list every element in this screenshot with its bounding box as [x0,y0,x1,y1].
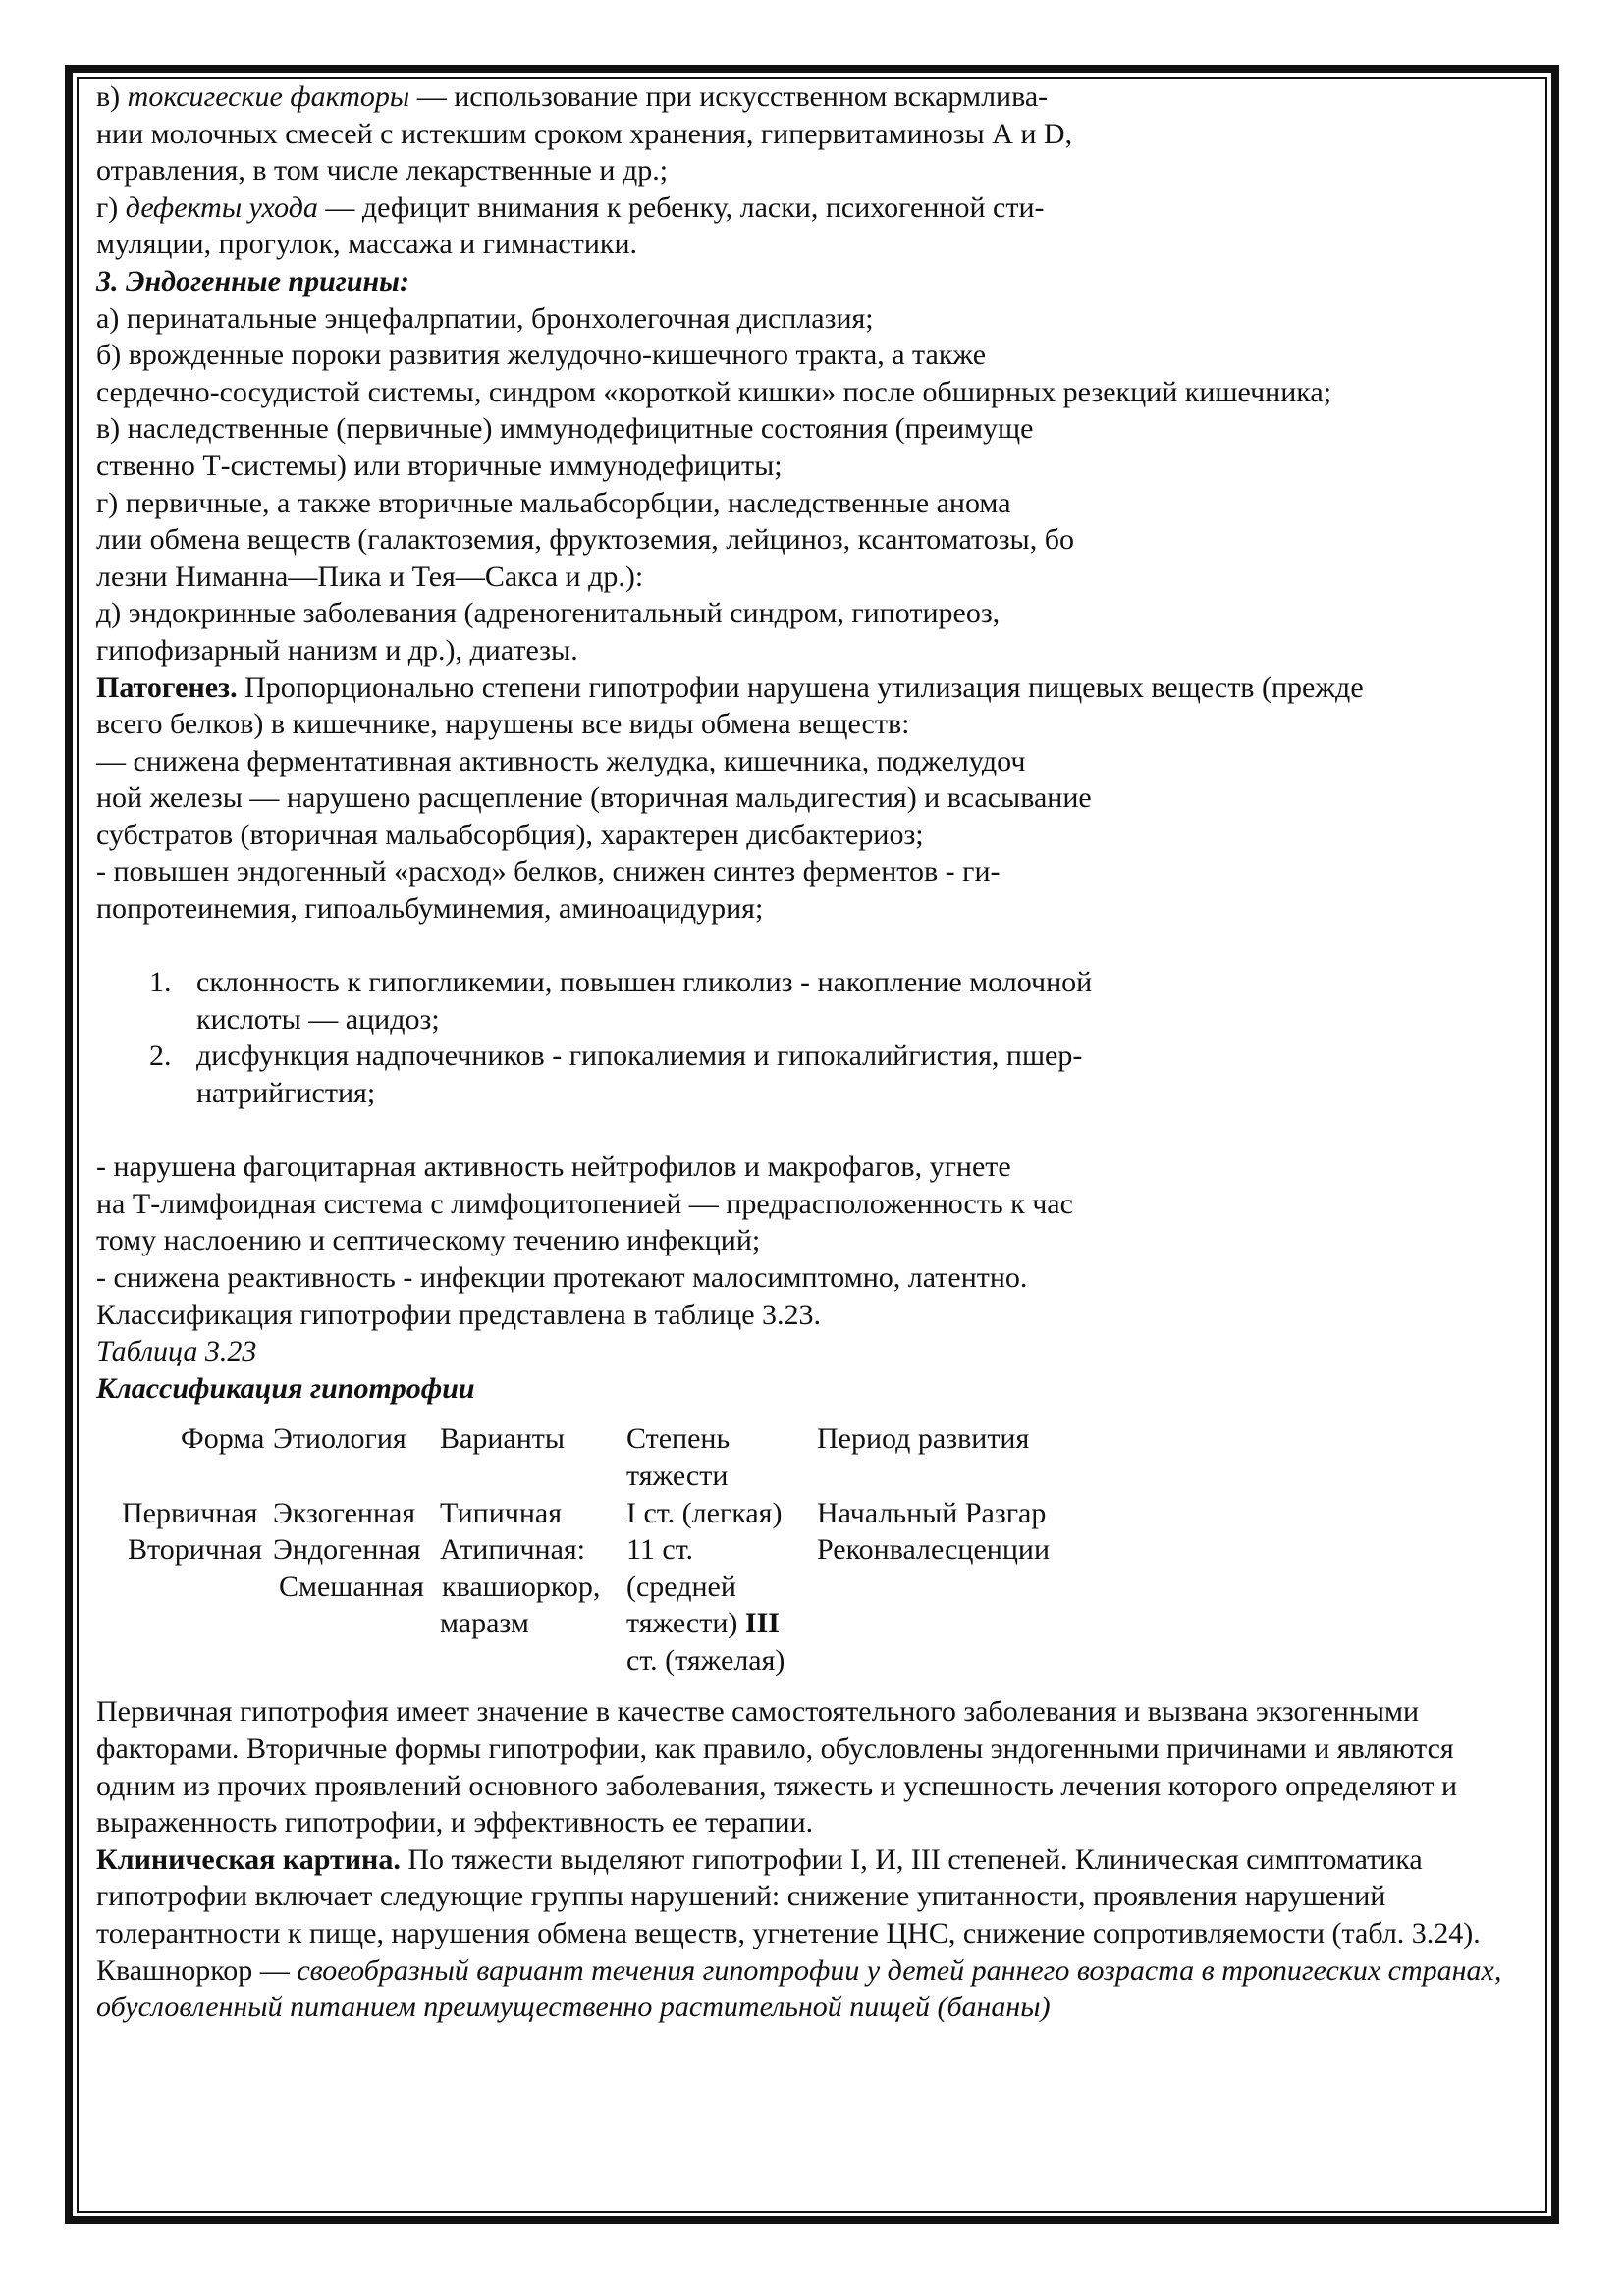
header-variants: Варианты [440,1422,566,1456]
cell-form: Первичная [122,1496,258,1529]
italic-term: токсигеские факторы [127,80,410,113]
text-line: сердечно-сосудистой системы, синдром «короткой кишки» после обширных резекций кишечника; [96,375,1332,408]
italic-term: дефекты ухода [125,190,318,224]
pathogenesis-label: Патогенез. [96,670,238,704]
paragraph-primary: Первичная гипотрофия имеет значение в качестве самостоятельного заболевания и вызвана экзогенными факторами. Вторичные формы гипотрофии, как правило, обусловлены эндогенными причинами и являются одним из прочих проявлений основного заболевания, тяжесть и успешность лечения которого определяют и выраженность гипотрофии, и эффективность ее терапии. [96,1695,1458,1840]
cell-severity-text: тяжести) [626,1607,745,1640]
cell-etiology: Эндогенная [273,1533,421,1567]
text-line: на Т-лимфоидная система с лимфоцитопенией — предрасположенность к час [96,1187,1073,1220]
text-line: б) врожденные пороки развития желудочно-кишечного тракта, а также [96,339,987,372]
section-heading: 3. Эндогенные пригины: [96,264,409,297]
text-line: лезни Ниманна—Пика и Тея—Сакса и др.): [96,560,644,593]
header-etiology: Этиология [273,1422,406,1456]
text-line: Классификация гипотрофии представлена в таблице 3.23. [96,1298,822,1331]
pathogenesis-line [96,669,1530,707]
text-line: - снижена реактивность - инфекции протекают малосимптомно, латентно. [96,1261,1028,1294]
text-line: - нарушена фагоцитарная активность нейтрофилов и макрофагов, угнете [96,1150,1011,1184]
text-line: тому наслоению и септическому течению инфекций; [96,1224,761,1257]
header-severity-cont: тяжести [626,1459,729,1492]
numbered-list [96,964,1530,1111]
text-line: в) наследственные (первичные) иммунодефицитные состояния (преимуще [96,412,1034,446]
header-form: Форма [181,1422,265,1456]
cell-severity: ст. (тяжелая) [626,1643,785,1677]
cell-variant: маразм [440,1607,529,1640]
cell-variant: Атипичная: [440,1533,586,1567]
list-number: 1. [149,966,172,999]
list-item-text: дисфункция надпочечников - гипокалиемия и гипокалийгистия, пшер- [196,1040,1083,1073]
spacer [96,928,1530,965]
text-line: а) перинатальные энцефалрпатии, бронхолегочная дисплазия; [96,301,874,335]
cell-severity [626,1605,780,1642]
text-line: ной железы — нарушено расщепление (вторичная мальдигестия) и всасывание [96,781,1092,815]
list-number: 2. [149,1040,172,1073]
text-line: муляции, прогулок, массажа и гимнастики. [96,228,638,261]
list-marker: г) [96,190,126,224]
text-line: попротеинемия, гипоальбуминемия, аминоацидурия; [96,892,764,926]
cell-severity: 11 ст. [626,1533,694,1567]
list-marker: в) [96,80,128,113]
text-line: нии молочных смесей с истекшим сроком хранения, гипервитаминозы А и D, [96,117,1073,150]
text-line [96,79,1530,116]
list-item-text: склонность к гипогликемии, повышен гликолиз - накопление молочной [196,966,1093,999]
text-line: всего белков) в кишечнике, нарушены все виды обмена веществ: [96,708,910,741]
list-item-continuation: кислоты — ацидоз; [196,1002,440,1036]
cell-severity: I ст. (легкая) [626,1496,783,1529]
cell-form: Вторичная [128,1533,263,1567]
paragraph-clinical [96,1842,1530,1952]
cell-period: Начальный Разгар [817,1496,1047,1529]
list-item [149,1038,1530,1075]
text-line: гипофизарный нанизм и др.), диатезы. [96,633,578,667]
cell-period: Реконвалесценции [817,1533,1050,1567]
cell-severity-bold: III [744,1607,780,1640]
line-text: — дефицит внимания к ребенку, ласки, психогенной сти- [317,190,1045,224]
document-body [96,79,1530,2026]
cell-etiology: Экзогенная [273,1496,416,1529]
list-item [149,964,1530,1001]
text-line: - повышен эндогенный «расход» белков, снижен синтез ферментов - ги- [96,855,1001,888]
line-text: Пропорционально степени гипотрофии нарушена утилизация пищевых веществ (прежде [237,670,1364,704]
text-line: лии обмена веществ (галактоземия, фруктоземия, лейциноз, ксантоматозы, бо [96,523,1074,557]
text-line: ственно Т-системы) или вторичные иммунодефициты; [96,449,783,482]
text-line: д) эндокринные заболевания (адреногенитальный синдром, гипотиреоз, [96,597,1001,630]
list-item-continuation: натрийгистия; [196,1077,376,1110]
spacer [96,1112,1530,1149]
paragraph-kwashiorkor [96,1952,1530,2026]
header-severity: Степень [626,1422,731,1456]
text-line [96,189,1530,227]
cell-variant: квашиоркор, [442,1570,601,1603]
text-line: г) первичные, а также вторичные мальабсорбции, наследственные анома [96,486,1011,519]
clinical-text: По тяжести выделяют гипотрофии I, И, III степеней. Клиническая симптоматика гипотрофии включает следующие группы нарушений: снижение упитанности, проявления нарушений толерантности к пище, нарушения обмена веществ, угнетение ЦНС, снижение сопротивляемости (табл. 3.24). [96,1842,1481,1949]
table-title: Классификация гипотрофии [96,1371,475,1405]
clinical-label: Клиническая картина. [96,1842,401,1876]
cell-severity: (средней [626,1570,736,1603]
text-line: — снижена ферментативная активность желудка, кишечника, поджелудоч [96,744,1026,777]
cell-variant: Типичная [440,1496,562,1529]
text-line: отравления, в том числе лекарственные и др.; [96,154,669,187]
kwashiorkor-text: своеобразный вариант течения гипотрофии у детей раннего возраста в тропигеских странах, обусловленный питанием преимущественно растительной пищей (бананы) [96,1953,1502,2024]
cell-etiology: Смешанная [279,1570,424,1603]
classification-table [96,1420,1530,1685]
header-period: Период развития [817,1422,1030,1456]
line-text: — использование при искусственном вскармлива- [409,80,1049,113]
table-caption: Таблица 3.23 [96,1335,257,1368]
kwashiorkor-term: Квашноркор — [96,1953,290,1987]
text-line: субстратов (вторичная мальабсорбция), характерен дисбактериоз; [96,818,924,851]
